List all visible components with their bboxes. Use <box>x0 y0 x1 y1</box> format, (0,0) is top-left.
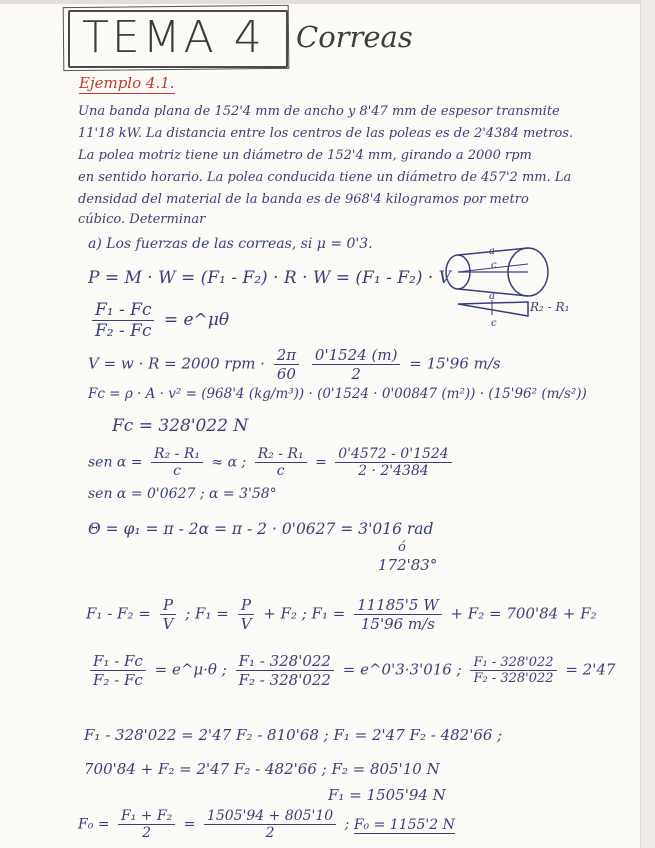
f0-equals: = <box>183 816 196 833</box>
sin-approx: ≈ α ; <box>211 454 247 471</box>
sin-equals: = <box>315 454 327 471</box>
ratio3-num: F₁ - 328'022 <box>470 655 556 671</box>
figure-label-c: c <box>491 260 497 271</box>
velocity-frac1-den: 60 <box>276 365 296 383</box>
eq-solve-line-1: F₁ - 328'022 = 2'47 F₂ - 810'68 ; F₁ = 2'47 F₂ - 482'66 ; <box>84 726 503 744</box>
f0-result: F₀ = 1155'2 N <box>353 816 455 833</box>
sin-lhs: sen α = <box>88 454 143 471</box>
force-power-value: 11185'5 W <box>354 596 442 615</box>
eq-power: P = M · W = (F₁ - F₂) · R · W = (F₁ - F₂) · V <box>88 268 451 288</box>
eq-sin-alpha <box>88 446 456 479</box>
ratio2-den: F₂ - 328'022 <box>238 671 331 689</box>
ratio1-rhs: = e^μ·θ ; <box>154 660 227 679</box>
question-a: a) Los fuerzas de las correas, si μ = 0'3. <box>88 236 373 252</box>
force-lhs: F₁ - F₂ = <box>86 604 151 623</box>
ratio1-num: F₁ - Fc <box>90 652 146 671</box>
f0-frac1-num: F₁ + F₂ <box>118 808 175 825</box>
force-velocity-value: 15'96 m/s <box>360 615 435 633</box>
f0-frac1-den: 2 <box>142 825 152 841</box>
sin-frac3-num: 0'4572 - 0'1524 <box>335 446 451 463</box>
figure-label-c: c <box>491 318 497 329</box>
f0-frac2-num: 1505'94 + 805'10 <box>204 808 336 825</box>
statement-line: en sentido horario. La polea conducida tiene un diámetro de 457'2 mm. La <box>78 170 572 185</box>
eq-ratio-substitution <box>86 652 615 689</box>
eq-force-difference <box>86 596 597 633</box>
example-label: Ejemplo 4.1. <box>79 74 175 92</box>
sin-frac2-num: R₂ - R₁ <box>255 446 307 463</box>
ratio2-num: F₁ - 328'022 <box>236 652 334 671</box>
eq-centrifugal-formula: Fc = ρ · A · v² = (968'4 (kg/m³)) · (0'1524 · 0'00847 (m²)) · (15'96² (m/s²)) <box>88 386 587 402</box>
figure-label-radius-diff: R₂ - R₁ <box>530 300 570 314</box>
page-title: TEMA 4 <box>82 12 265 63</box>
figure-label-a: a <box>489 246 495 257</box>
figure-label-a: a <box>489 291 495 302</box>
page-subtitle: Correas <box>296 20 413 54</box>
statement-line: La polea motriz tiene un diámetro de 152'4 mm, girando a 2000 rpm <box>78 148 532 163</box>
sin-frac3-den: 2 · 2'4384 <box>358 463 429 479</box>
statement-line: 11'18 kW. La distancia entre los centros de las poleas es de 2'4384 metros. <box>78 126 574 141</box>
ratio3-den: F₂ - 328'022 <box>473 671 554 686</box>
ratio3-rhs: = 2'47 <box>565 660 616 679</box>
eq-tension-ratio <box>88 300 229 341</box>
sin-frac1-den: c <box>173 463 181 479</box>
page-top-edge <box>0 0 655 4</box>
eq-theta-or: ó <box>398 540 406 555</box>
velocity-frac2-den: 2 <box>351 365 361 383</box>
eq-theta: Θ = φ₁ = π - 2α = π - 2 · 0'0627 = 3'016 rad <box>88 520 434 538</box>
page-right-margin <box>640 0 655 848</box>
velocity-frac1-num: 2π <box>274 346 299 365</box>
eq-solve-line-3: F₁ = 1505'94 N <box>328 786 446 804</box>
eq-initial-tension: F₀ = $\frac{\text{F₁ + F₂}}{2}$ = $\frac{1505'94 + 805'10}{2}$ ; F₀ = 1155'2 N <box>78 808 455 841</box>
ratio-rhs: = e^μθ <box>163 310 230 330</box>
velocity-frac2-num: 0'1524 (m) <box>312 346 401 365</box>
sin-frac1-num: R₂ - R₁ <box>151 446 203 463</box>
force-mid: ; F₁ = <box>185 604 229 623</box>
eq-solve-line-2: 700'84 + F₂ = 2'47 F₂ - 482'66 ; F₂ = 805'10 N <box>84 760 440 778</box>
force-mid2: + F₂ ; F₁ = <box>263 604 346 623</box>
force-v2: V <box>240 615 252 633</box>
eq-velocity <box>88 346 501 383</box>
force-p2: P <box>238 596 255 615</box>
velocity-rhs: = 15'96 m/s <box>409 354 501 373</box>
ratio-numerator: F₁ - Fc <box>92 300 154 321</box>
ratio1-den: F₂ - Fc <box>93 671 143 689</box>
force-rhs: + F₂ = 700'84 + F₂ <box>450 604 597 623</box>
eq-centrifugal-result: Fc = 328'022 N <box>112 416 249 436</box>
statement-line: cúbico. Determinar <box>78 212 206 227</box>
statement-line: Una banda plana de 152'4 mm de ancho y 8'47 mm de espesor transmite <box>78 104 560 119</box>
force-p: P <box>160 596 177 615</box>
eq-sin-result: sen α = 0'0627 ; α = 3'58° <box>88 486 277 502</box>
ratio-denominator: F₂ - Fc <box>95 321 152 341</box>
ratio2-rhs: = e^0'3·3'016 ; <box>342 660 462 679</box>
force-v: V <box>162 615 174 633</box>
f0-lhs: F₀ = <box>78 816 110 833</box>
eq-theta-degrees: 172'83° <box>378 556 438 574</box>
velocity-lhs: V = w · R = 2000 rpm · <box>88 354 265 373</box>
statement-line: densidad del material de la banda es de 968'4 kilogramos por metro <box>78 192 529 207</box>
belt-pulley-figure <box>440 244 590 334</box>
sin-frac2-den: c <box>276 463 285 479</box>
f0-frac2-den: 2 <box>265 825 275 841</box>
